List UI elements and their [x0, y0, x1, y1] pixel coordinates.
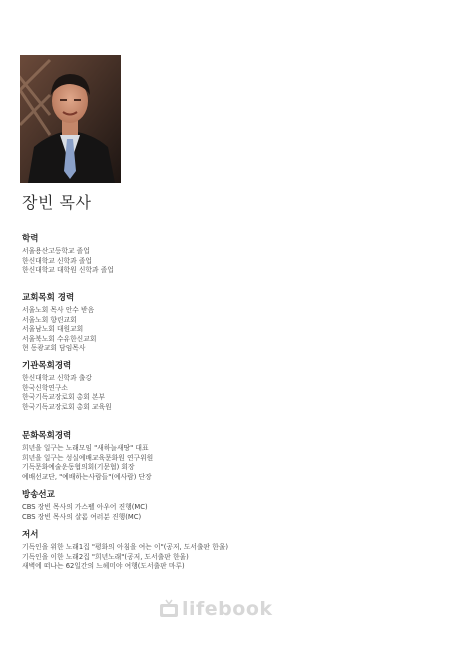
list-item: 서울노회 목사 안수 받음: [22, 306, 95, 314]
list-item: 현 동광교회 담임목사: [22, 344, 86, 353]
list-item: 한신대학교 신학과 졸업: [22, 256, 92, 265]
section-cultural-ministry: [22, 429, 153, 482]
section-title: 저서: [22, 530, 39, 540]
tv-book-icon: [158, 599, 180, 619]
lifebook-logo: [158, 598, 273, 620]
list-item: 기독인을 이한 노래2집 "희년노래"(공저, 도서출판 한울): [22, 552, 189, 561]
list-item: 한신대학교 대학원 신학과 졸업: [22, 266, 114, 275]
person-name: 장빈 목사: [22, 193, 92, 212]
list-item: 기독인을 위한 노래1집 "평화의 아침을 여는 이"(공저, 도서출판 한울): [22, 543, 229, 551]
section-title: 교회목회 경력: [22, 293, 75, 303]
section-title: 방송선교: [22, 490, 55, 500]
profile-photo: [20, 55, 121, 183]
list-item: 서울용산고등학교 졸업: [22, 247, 90, 255]
section-title: 학력: [22, 234, 39, 244]
section-institutional-ministry: [22, 359, 112, 412]
list-item: 서울남노회 대원교회: [22, 325, 84, 334]
list-item: 예배선교단, "예배하는사람들"(예사람) 단장: [22, 472, 152, 481]
list-item: 한국기독교장로회 총회 본부: [22, 393, 106, 402]
section-education: [22, 232, 114, 276]
section-title: 기관목회경력: [22, 361, 72, 371]
list-item: 서울노회 향린교회: [22, 315, 77, 324]
list-item: 희년을 일구는 성실예배교육문화원 연구위원: [22, 453, 154, 462]
logo-text: lifebook: [182, 598, 273, 620]
portrait-image: [20, 55, 121, 183]
list-item: 한신대학교 신학과 출강: [22, 374, 92, 382]
section-publications: [22, 528, 228, 572]
list-item: 기독문화예술운동협의회(기문협) 회장: [22, 463, 135, 472]
list-item: 한국신학연구소: [22, 383, 68, 392]
section-title: 문화목회경력: [22, 431, 72, 441]
list-item: 희년을 일구는 노래모임 "새하늘새땅" 대표: [22, 444, 149, 452]
list-item: CBS 장빈 목사의 샬롬 여러분 진행(MC): [22, 512, 142, 521]
section-church-ministry: [22, 291, 96, 354]
list-item: 한국기독교장로회 총회 교육원: [22, 402, 112, 411]
list-item: 새벽에 떠나는 62일간의 느헤미야 여행(도서출판 마루): [22, 562, 185, 571]
list-item: 서울북노회 수유한신교회: [22, 334, 97, 343]
list-item: CBS 장빈 목사의 가스펠 아우어 진행(MC): [22, 503, 148, 511]
section-broadcast-mission: [22, 488, 148, 522]
